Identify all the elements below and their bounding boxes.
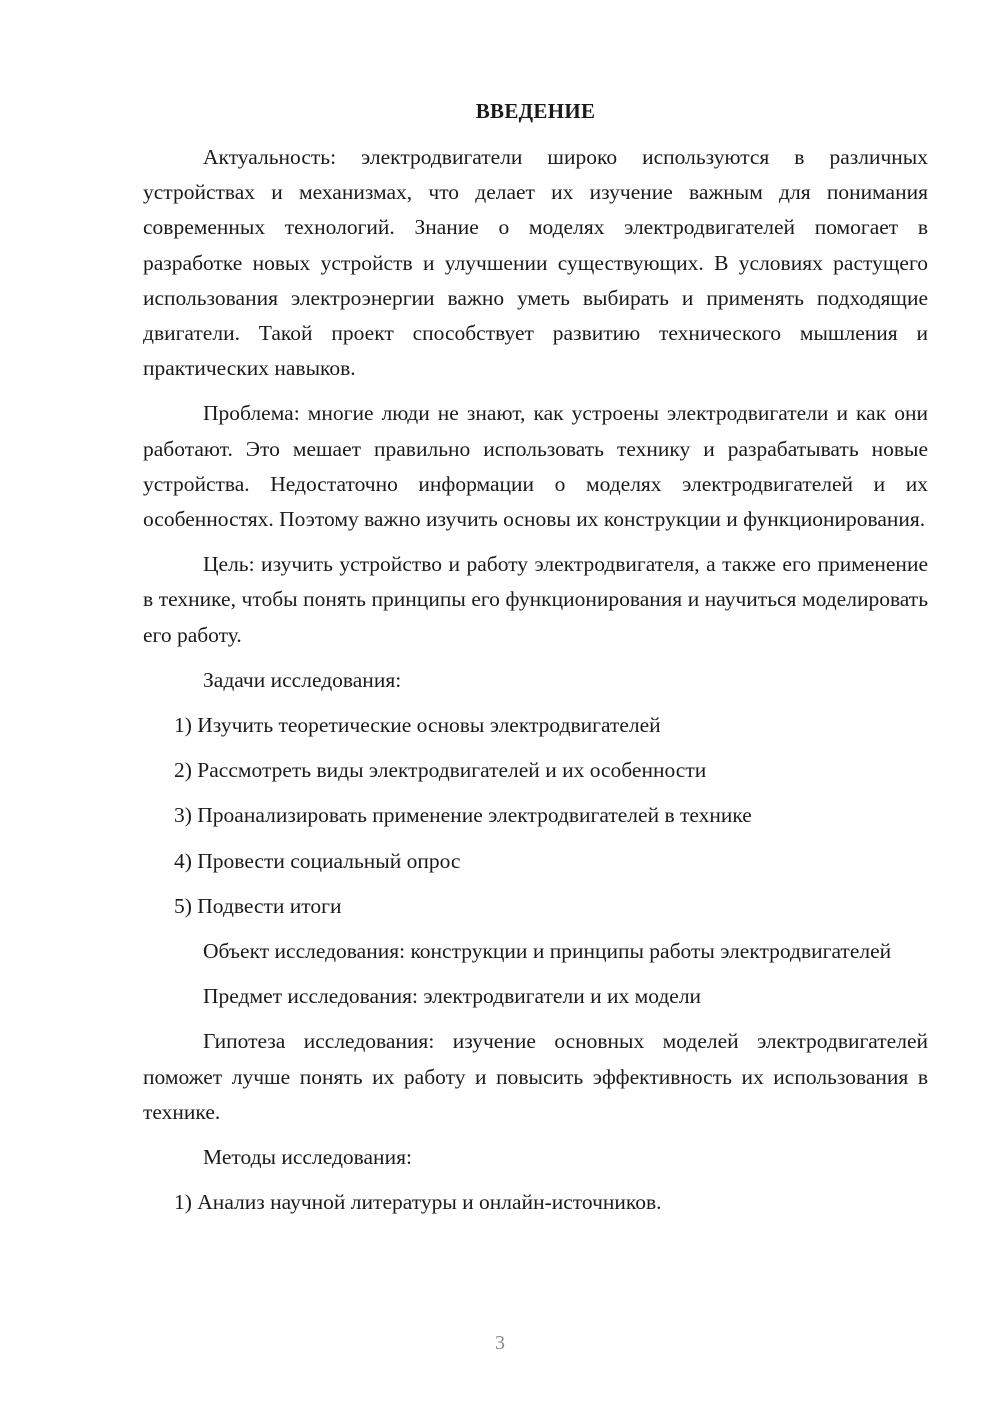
tasks-heading: Задачи исследования: — [203, 667, 402, 692]
methods-heading: Методы исследования: — [203, 1145, 412, 1170]
problem-paragraph: Проблема: многие люди не знают, как устроены электродвигатели и как они работают. Это мешает правильно использовать технику и разрабатывать новые устройства. Недостаточно информации о моделях электродвигателей и их особенностях. Поэтому важно изучить основы их конструкции и функционирования. — [143, 401, 928, 532]
goal-paragraph: Цель: изучить устройство и работу электродвигателя, а также его применение в технике, чтобы понять принципы его функционирования и научиться моделировать его работу. — [143, 552, 928, 647]
hypothesis-paragraph: Гипотеза исследования: изучение основных моделей электродвигателей поможет лучше понять их работу и повысить эффективность их использования в технике. — [143, 1029, 928, 1124]
object-paragraph: Объект исследования: конструкции и принципы работы электродвигателей — [203, 939, 892, 964]
page-number: 3 — [495, 1332, 505, 1354]
section-title: ВВЕДЕНИЕ — [475, 99, 596, 123]
task-item: 3) Проанализировать применение электродвигателей в технике — [174, 803, 752, 828]
subject-paragraph: Предмет исследования: электродвигатели и их модели — [203, 984, 702, 1009]
task-item: 4) Провести социальный опрос — [174, 848, 461, 873]
task-item: 2) Рассмотреть виды электродвигателей и их особенности — [174, 758, 707, 783]
relevance-paragraph: Актуальность: электродвигатели широко используются в различных устройствах и механизмах, что делает их изучение важным для понимания современных технологий. Знание о моделях электродвигателей помогает в разработке новых устройств и улучшении существующих. В условиях растущего использования электроэнергии важно уметь выбирать и применять подходящие двигатели. Такой проект способствует развитию технического мышления и практических навыков. — [143, 145, 928, 381]
tasks-list — [143, 708, 928, 924]
methods-list — [143, 1185, 928, 1220]
task-item: 5) Подвести итоги — [174, 893, 342, 918]
document-page — [143, 96, 928, 1230]
task-item: 1) Изучить теоретические основы электродвигателей — [174, 713, 661, 738]
method-item: 1) Анализ научной литературы и онлайн-источников. — [174, 1190, 662, 1215]
